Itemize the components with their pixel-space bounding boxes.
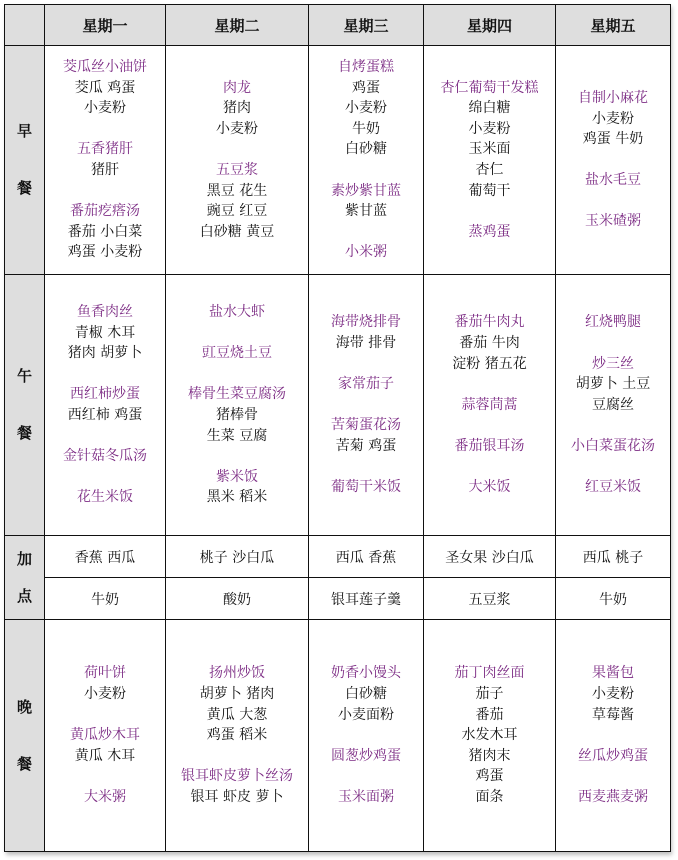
snack-drink-cell: 五豆浆 [424, 578, 556, 620]
ingredient-line: 绵白糖 [468, 100, 511, 117]
dish-spacer [166, 139, 308, 160]
dish-name: 番茄疙瘩汤 [70, 203, 140, 220]
ingredient-line: 青椒 木耳 [74, 324, 136, 341]
meal-label-char: 晚 [16, 697, 32, 716]
ingredient-line: 番茄 小白菜 [67, 223, 143, 240]
dish-spacer [309, 354, 423, 375]
dish-name: 西麦燕麦粥 [578, 788, 648, 805]
dish-spacer [309, 456, 423, 477]
header-row [5, 5, 671, 46]
dish-spacer [309, 222, 423, 243]
dish-spacer [45, 364, 165, 385]
menu-cell [424, 275, 556, 536]
ingredient-line: 紫甘蓝 [345, 203, 387, 220]
dish-name: 自烤蛋糕 [338, 59, 394, 76]
menu-cell [556, 620, 671, 852]
dish-name: 扬州炒饭 [209, 665, 265, 682]
ingredient-line: 小麦粉 [84, 100, 126, 117]
dish-name: 奶香小馒头 [331, 665, 401, 682]
dish-name: 黄瓜炒木耳 [70, 727, 140, 744]
ingredient-line: 黑米 稻米 [206, 489, 268, 506]
ingredient-line: 银耳 虾皮 萝卜 [190, 788, 284, 805]
breakfast-row [5, 46, 671, 275]
dish-name: 杏仁葡萄干发糕 [440, 79, 539, 96]
meal-label-char: 餐 [16, 424, 32, 442]
weekly-menu-table-frame [4, 4, 670, 852]
snack-fruit-cell: 香蕉 西瓜 [45, 536, 166, 578]
menu-cell [424, 620, 556, 852]
menu-cell [45, 46, 166, 275]
dish-spacer [309, 725, 423, 746]
dish-name: 番茄银耳汤 [454, 437, 525, 454]
dish-spacer [45, 426, 165, 447]
dish-name: 花生米饭 [77, 489, 133, 506]
meal-label-char: 加 [16, 549, 32, 568]
dish-name: 大米饭 [468, 479, 511, 496]
ingredient-line: 淀粉 猪五花 [452, 355, 527, 372]
dinner-row [5, 620, 671, 852]
meal-label-breakfast [5, 46, 45, 275]
ingredient-line: 胡萝卜 土豆 [575, 376, 651, 393]
dish-spacer [309, 395, 423, 416]
meal-label-dinner [5, 620, 45, 852]
dish-spacer [556, 456, 670, 477]
menu-cell [556, 46, 671, 275]
dish-name: 银耳虾皮萝卜丝汤 [181, 768, 293, 785]
snack-fruit-row [5, 536, 671, 578]
dish-name: 素炒紫甘蓝 [331, 182, 401, 199]
menu-cell [309, 275, 424, 536]
ingredient-line: 小麦粉 [345, 100, 387, 117]
dish-name: 小米粥 [345, 244, 387, 261]
dish-spacer [556, 766, 670, 787]
ingredient-line: 豌豆 红豆 [206, 203, 268, 220]
meal-label-char: 点 [16, 586, 32, 605]
ingredient-line: 番茄 [475, 706, 504, 723]
dish-name: 西红柿炒蛋 [70, 386, 140, 403]
dish-name: 葡萄干米饭 [331, 479, 401, 496]
dish-name: 茭瓜丝小油饼 [63, 59, 147, 76]
lunch-row [5, 275, 671, 536]
ingredient-line: 海带 排骨 [335, 334, 397, 351]
dish-name: 茄丁肉丝面 [454, 665, 525, 682]
dish-spacer [45, 766, 165, 787]
meal-label-snack [5, 536, 45, 620]
dish-name: 蒸鸡蛋 [468, 223, 511, 240]
ingredient-line: 猪棒骨 [216, 407, 258, 423]
dish-spacer [166, 746, 308, 767]
dish-name: 番茄牛肉丸 [454, 314, 525, 331]
dish-name: 肉龙 [223, 79, 251, 96]
snack-fruit-cell: 西瓜 桃子 [556, 536, 671, 578]
dish-spacer [166, 446, 308, 467]
ingredient-line: 草莓酱 [592, 706, 634, 723]
ingredient-line: 葡萄干 [468, 182, 511, 199]
snack-fruit-cell: 西瓜 香蕉 [309, 536, 424, 578]
dish-spacer [45, 467, 165, 488]
dish-name: 盐水毛豆 [585, 172, 641, 189]
day-header-monday: 星期一 [45, 5, 166, 46]
ingredient-line: 生菜 豆腐 [206, 427, 268, 444]
dish-spacer [45, 181, 165, 202]
dish-name: 炒三丝 [592, 355, 634, 372]
ingredient-line: 鸡蛋 稻米 [206, 727, 268, 744]
dish-name: 圆葱炒鸡蛋 [331, 747, 401, 764]
ingredient-line: 小麦粉 [592, 686, 634, 703]
ingredient-line: 小麦粉 [468, 120, 511, 137]
dish-name: 玉米面粥 [338, 788, 394, 805]
ingredient-line: 茄子 [475, 686, 504, 703]
dish-name: 苦菊蛋花汤 [331, 417, 401, 434]
dish-spacer [166, 364, 308, 385]
meal-label-lunch [5, 275, 45, 536]
dish-name: 棒骨生菜豆腐汤 [188, 386, 286, 403]
snack-fruit-cell: 桃子 沙白瓜 [166, 536, 309, 578]
dish-name: 家常茄子 [338, 376, 394, 393]
ingredient-line: 白砂糖 黄豆 [199, 223, 275, 240]
dish-spacer [556, 150, 670, 171]
menu-cell [45, 275, 166, 536]
menu-cell [45, 620, 166, 852]
ingredient-line: 黄瓜 大葱 [206, 706, 268, 723]
dish-spacer [309, 766, 423, 787]
day-header-tuesday: 星期二 [166, 5, 309, 46]
dish-name: 五香猪肝 [77, 141, 133, 158]
ingredient-line: 鸡蛋 小麦粉 [67, 244, 143, 261]
ingredient-line: 猪肉 [223, 100, 251, 117]
ingredient-line: 白砂糖 [345, 686, 387, 703]
snack-drink-cell: 银耳莲子羹 [309, 578, 424, 620]
dish-name: 鱼香肉丝 [77, 304, 133, 321]
dish-spacer [556, 333, 670, 354]
snack-drink-cell: 牛奶 [45, 578, 166, 620]
dish-name: 蒜蓉茼蒿 [461, 396, 518, 413]
dish-name: 红烧鸭腿 [585, 314, 641, 331]
dish-spacer [424, 374, 555, 395]
day-header-thursday: 星期四 [424, 5, 556, 46]
dish-name: 自制小麻花 [578, 89, 648, 106]
dish-name: 果酱包 [592, 665, 634, 682]
dish-name: 金针菇冬瓜汤 [63, 448, 147, 465]
ingredient-line: 白砂糖 [345, 141, 387, 158]
ingredient-line: 小麦面粉 [338, 706, 394, 723]
ingredient-line: 茭瓜 鸡蛋 [74, 79, 136, 96]
menu-cell [309, 620, 424, 852]
meal-label-char: 餐 [16, 179, 32, 197]
ingredient-line: 水发木耳 [461, 727, 518, 744]
meal-label-char: 早 [16, 122, 32, 140]
dish-spacer [556, 415, 670, 436]
dish-spacer [309, 160, 423, 181]
ingredient-line: 面条 [475, 788, 504, 805]
dish-spacer [424, 415, 555, 436]
dish-spacer [45, 119, 165, 140]
ingredient-line: 牛奶 [352, 120, 380, 137]
menu-cell [166, 46, 309, 275]
dish-spacer [556, 191, 670, 212]
ingredient-line: 猪肝 [91, 162, 119, 178]
meal-label-char: 午 [16, 367, 32, 385]
dish-name: 红豆米饭 [585, 479, 641, 496]
dish-spacer [424, 456, 555, 477]
ingredient-line: 小麦粉 [216, 120, 258, 137]
dish-name: 荷叶饼 [84, 665, 126, 682]
ingredient-line: 小麦粉 [592, 110, 634, 127]
ingredient-line: 玉米面 [468, 141, 511, 158]
ingredient-line: 鸡蛋 [475, 768, 504, 785]
ingredient-line: 鸡蛋 [352, 79, 380, 96]
dish-spacer [424, 201, 555, 222]
dish-name: 小白菜蛋花汤 [571, 437, 655, 454]
menu-cell [166, 620, 309, 852]
ingredient-line: 猪肉末 [468, 747, 511, 764]
ingredient-line: 豆腐丝 [592, 396, 634, 413]
snack-drink-row [5, 578, 671, 620]
ingredient-line: 杏仁 [475, 162, 504, 178]
dish-name: 大米粥 [84, 788, 126, 805]
menu-cell [166, 275, 309, 536]
dish-spacer [556, 725, 670, 746]
dish-name: 海带烧排骨 [331, 314, 401, 331]
snack-drink-cell: 牛奶 [556, 578, 671, 620]
weekly-menu-table [4, 4, 671, 852]
snack-drink-cell: 酸奶 [166, 578, 309, 620]
dish-name: 豇豆烧土豆 [202, 345, 272, 362]
dish-name: 丝瓜炒鸡蛋 [578, 747, 648, 764]
ingredient-line: 胡萝卜 猪肉 [199, 686, 275, 703]
ingredient-line: 鸡蛋 牛奶 [582, 131, 644, 148]
dish-name: 玉米碴粥 [585, 213, 641, 230]
dish-name: 盐水大虾 [209, 304, 265, 321]
dish-name: 紫米饭 [216, 468, 258, 485]
menu-cell [556, 275, 671, 536]
meal-label-char: 餐 [16, 754, 32, 773]
ingredient-line: 西红柿 鸡蛋 [67, 407, 143, 423]
dish-spacer [166, 323, 308, 344]
ingredient-line: 黄瓜 木耳 [74, 747, 136, 764]
corner-cell [5, 5, 45, 46]
ingredient-line: 猪肉 胡萝卜 [67, 345, 143, 362]
dish-name: 五豆浆 [216, 162, 258, 178]
snack-fruit-cell: 圣女果 沙白瓜 [424, 536, 556, 578]
day-header-friday: 星期五 [556, 5, 671, 46]
dish-spacer [45, 705, 165, 726]
ingredient-line: 番茄 牛肉 [459, 334, 520, 351]
ingredient-line: 苦菊 鸡蛋 [335, 437, 397, 454]
menu-cell [309, 46, 424, 275]
menu-cell [424, 46, 556, 275]
ingredient-line: 黑豆 花生 [206, 182, 268, 199]
ingredient-line: 小麦粉 [84, 686, 126, 703]
day-header-wednesday: 星期三 [309, 5, 424, 46]
